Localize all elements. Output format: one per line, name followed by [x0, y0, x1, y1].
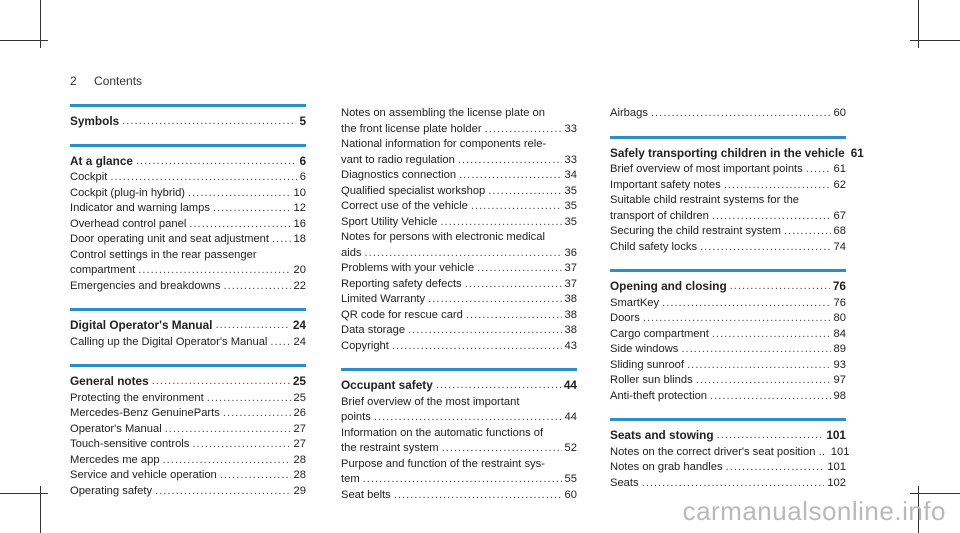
leader-dots: [466, 308, 562, 324]
entry-label: SmartKey: [610, 296, 660, 309]
toc-entry[interactable]: [341, 488, 577, 504]
section-title: Occupant safety: [341, 378, 433, 392]
leader-dots: [213, 201, 291, 217]
entry-label: Problems with your vehicle: [341, 262, 475, 274]
leader-dots: [408, 323, 561, 339]
entry-page: 93: [833, 358, 846, 371]
entry-page: 55: [564, 473, 577, 485]
section-title: General notes: [70, 374, 149, 388]
entry-page: 37: [564, 277, 577, 290]
entry-label: Calling up the Digital Operator's Manual: [70, 335, 268, 348]
leader-dots: [717, 428, 824, 444]
entry-page: 33: [564, 122, 577, 135]
entry-page: 37: [564, 262, 577, 274]
entry-label: Control settings in the rear passenger: [70, 248, 257, 261]
leader-dots: [662, 296, 830, 312]
entry-label: Door operating unit and seat adjustment: [70, 233, 270, 245]
entry-page: 80: [833, 312, 846, 324]
leader-dots: [189, 217, 290, 233]
toc-section: [70, 104, 306, 130]
leader-dots: [730, 279, 830, 295]
toc-entry[interactable]: [610, 193, 846, 224]
section-rule: [70, 104, 306, 107]
leader-dots: [163, 453, 291, 469]
leader-dots: [394, 488, 562, 504]
entry-page: 33: [564, 153, 577, 166]
toc-entry[interactable]: [70, 279, 306, 295]
entry-label: Seat belts: [341, 488, 391, 501]
leader-dots: [215, 318, 289, 334]
entry-page: 18: [293, 233, 306, 245]
toc-entry[interactable]: [341, 339, 577, 355]
leader-dots: [192, 437, 290, 453]
section-heading[interactable]: [341, 378, 577, 394]
leader-dots: [155, 484, 290, 500]
section-page: 44: [563, 378, 577, 392]
leader-dots: [188, 186, 291, 202]
leader-dots: [110, 170, 296, 186]
toc-entry[interactable]: [610, 342, 846, 358]
toc-entry[interactable]: [341, 230, 577, 261]
section-title: Symbols: [70, 114, 120, 128]
leader-dots: [223, 406, 291, 422]
section-heading[interactable]: [610, 279, 846, 295]
leader-dots: [436, 378, 561, 394]
leader-dots: [458, 153, 562, 169]
entry-label: vant to radio regulation: [341, 153, 455, 166]
leader-dots: [122, 114, 296, 130]
entry-page: 16: [293, 217, 306, 230]
crop-mark: [0, 493, 48, 494]
toc-section: [610, 269, 846, 404]
toc-entry[interactable]: [610, 311, 846, 327]
entry-label: Purpose and function of the restraint sys-: [341, 457, 545, 470]
entry-page: 36: [564, 246, 577, 259]
toc-entry[interactable]: [70, 422, 306, 438]
leader-dots: [642, 476, 825, 492]
section-rule: [70, 364, 306, 367]
toc-entry[interactable]: [70, 391, 306, 407]
entry-label: Notes on assembling the license plate on: [341, 107, 545, 119]
entry-page: 6: [299, 171, 306, 183]
section-heading[interactable]: [70, 374, 306, 390]
leader-dots: [428, 292, 561, 308]
leader-dots: [136, 154, 297, 170]
watermark: carmanualsonline.info: [682, 496, 946, 526]
page-number: 2: [70, 74, 77, 88]
toc-entry[interactable]: [70, 453, 306, 469]
entry-page: 89: [833, 343, 846, 355]
entry-label: Brief overview of most important points: [610, 163, 803, 175]
leader-dots: [485, 122, 562, 138]
leader-dots: [712, 327, 831, 343]
toc-entry[interactable]: [341, 323, 577, 339]
toc-entry[interactable]: [70, 232, 306, 248]
leader-dots: [696, 373, 831, 389]
entry-label: Diagnostics connection: [341, 169, 457, 181]
entry-page: 28: [293, 453, 306, 466]
entry-label: Brief overview of the most important: [341, 395, 520, 408]
toc-entry[interactable]: [341, 106, 577, 137]
entry-page: 24: [293, 335, 306, 348]
entry-page: 102: [827, 476, 846, 489]
leader-dots: [220, 468, 291, 484]
section-rule: [610, 269, 846, 272]
toc-entry[interactable]: [341, 199, 577, 215]
leader-dots: [207, 391, 291, 407]
entry-page: 67: [833, 209, 846, 222]
entry-label: Roller sun blinds: [610, 374, 693, 386]
leader-dots: [392, 339, 562, 355]
section-page: 61: [850, 145, 864, 160]
toc-section: [341, 106, 577, 354]
section-title: At a glance: [70, 153, 133, 168]
toc-entry[interactable]: [341, 215, 577, 231]
entry-label: Sport Utility Vehicle: [341, 215, 438, 228]
entry-label: Qualified specialist workshop: [341, 184, 486, 197]
leader-dots: [488, 184, 561, 200]
toc-section: [610, 418, 850, 491]
entry-label: Airbags: [610, 107, 648, 119]
entry-page: 60: [833, 107, 846, 119]
entry-page: 52: [564, 442, 577, 454]
section-rule: [70, 144, 306, 147]
section-page: 25: [292, 374, 306, 388]
entry-page: 27: [293, 422, 306, 435]
leader-dots: [374, 410, 562, 426]
leader-dots: [459, 168, 561, 184]
toc-entry[interactable]: [341, 184, 577, 200]
entry-page: 84: [833, 327, 846, 340]
entry-page: 61: [833, 163, 846, 175]
entry-page: 97: [833, 374, 846, 386]
entry-label: Mercedes-Benz GenuineParts: [70, 407, 220, 419]
leader-dots: [651, 106, 831, 122]
toc-entry[interactable]: [610, 224, 846, 240]
entry-page: 26: [293, 407, 306, 419]
leader-dots: [700, 240, 830, 256]
toc-entry[interactable]: [70, 484, 306, 500]
toc-entry[interactable]: [610, 240, 846, 256]
section-page: 24: [292, 318, 306, 332]
toc-entry[interactable]: [341, 457, 577, 488]
entry-label: Operator's Manual: [70, 422, 162, 435]
toc-entry[interactable]: [70, 217, 306, 233]
entry-label: the restraint system: [341, 442, 439, 454]
toc-column-1: [70, 104, 306, 513]
section-page: 6: [299, 153, 306, 168]
leader-dots: [477, 261, 561, 277]
entry-label: Suitable child restraint systems for the: [610, 194, 800, 206]
section-page: 76: [832, 279, 846, 293]
toc-section: [70, 308, 306, 350]
entry-label: Notes on the correct driver's seat position ..: [610, 445, 825, 458]
leader-dots: [465, 277, 562, 293]
leader-dots: [224, 279, 291, 295]
entry-label: Sliding sunroof: [610, 358, 685, 371]
entry-page: 76: [833, 296, 846, 309]
toc-entry[interactable]: [70, 437, 306, 453]
leader-dots: [365, 246, 562, 262]
toc-entry[interactable]: [610, 358, 846, 374]
entry-page: 34: [564, 169, 577, 181]
entry-label: tem: [341, 473, 360, 485]
page-title: Contents: [94, 74, 143, 88]
leader-dots: [152, 374, 290, 390]
toc-column-3: [610, 106, 864, 505]
section-heading[interactable]: [70, 114, 306, 130]
entry-label: Reporting safety defects: [341, 277, 462, 290]
toc-entry[interactable]: [70, 468, 306, 484]
crop-mark: [910, 493, 960, 494]
crop-mark: [0, 40, 48, 41]
entry-label: Touch-sensitive controls: [70, 438, 190, 450]
leader-dots: [440, 215, 561, 231]
entry-label: Cockpit (plug-in hybrid): [70, 186, 186, 199]
entry-page: 98: [833, 389, 846, 402]
leader-dots: [712, 209, 831, 225]
entry-label: Overhead control panel: [70, 217, 187, 230]
toc-entry[interactable]: [610, 162, 846, 178]
entry-page: 101: [827, 461, 846, 473]
toc-entry[interactable]: [341, 168, 577, 184]
entry-label: Side windows: [610, 343, 679, 355]
entry-label: compartment: [70, 264, 136, 276]
entry-label: Cargo compartment: [610, 327, 709, 340]
entry-label: Securing the child restraint system: [610, 225, 781, 237]
leader-dots: [442, 441, 562, 457]
section-title: Safely transporting children in the vehicle: [610, 145, 845, 160]
toc-section: [70, 144, 306, 295]
entry-page: 22: [293, 279, 306, 292]
entry-label: Information on the automatic functions of: [341, 426, 544, 439]
leader-dots: [272, 232, 291, 248]
entry-label: QR code for rescue card: [341, 308, 463, 321]
toc-entry[interactable]: [70, 335, 306, 351]
toc-entry[interactable]: [610, 373, 846, 389]
entry-page: 62: [833, 178, 846, 191]
entry-page: 12: [293, 202, 306, 214]
section-title: Opening and closing: [610, 279, 727, 293]
toc-entry[interactable]: [610, 476, 846, 492]
entry-page: 38: [564, 293, 577, 305]
toc-entry[interactable]: [70, 201, 306, 217]
toc-entry[interactable]: [610, 106, 846, 122]
toc-entry[interactable]: [610, 327, 846, 343]
entry-page: 35: [564, 200, 577, 212]
leader-dots: [165, 422, 291, 438]
entry-label: Anti-theft protection: [610, 389, 708, 402]
entry-label: Copyright: [341, 339, 389, 352]
section-page: 101: [826, 428, 846, 442]
toc-entry[interactable]: [610, 296, 846, 312]
entry-label: Protecting the environment: [70, 391, 204, 404]
entry-label: Cockpit: [70, 171, 108, 183]
leader-dots: [471, 199, 562, 215]
entry-page: 74: [833, 240, 846, 253]
entry-label: Data storage: [341, 324, 406, 336]
toc-entry[interactable]: [610, 445, 850, 461]
toc-entry[interactable]: [610, 460, 846, 476]
entry-label: Limited Warranty: [341, 293, 426, 305]
section-heading[interactable]: [610, 145, 864, 162]
leader-dots: [270, 335, 290, 351]
entry-label: points: [341, 411, 371, 423]
toc-entry[interactable]: [610, 389, 846, 405]
entry-label: Mercedes me app: [70, 453, 160, 466]
section-title: Seats and stowing: [610, 428, 714, 442]
entry-label: Emergencies and breakdowns: [70, 279, 221, 292]
entry-page: 43: [564, 339, 577, 352]
section-title: Digital Operator's Manual: [70, 318, 213, 332]
entry-page: 38: [564, 324, 577, 336]
entry-page: 44: [564, 411, 577, 423]
leader-dots: [724, 178, 831, 194]
toc-column-2: [341, 106, 577, 517]
section-rule: [610, 418, 846, 421]
entry-label: Notes for persons with electronic medical: [341, 231, 545, 243]
entry-label: Operating safety: [70, 484, 153, 497]
entry-label: the front license plate holder: [341, 122, 482, 135]
toc-section: [610, 106, 846, 122]
leader-dots: [726, 460, 825, 476]
section-page: 5: [299, 114, 306, 128]
entry-label: National information for components rele-: [341, 138, 547, 150]
leader-dots: [710, 389, 831, 405]
entry-page: 38: [564, 308, 577, 321]
entry-page: 10: [293, 186, 306, 199]
entry-label: Indicator and warning lamps: [70, 202, 210, 214]
entry-page: 20: [293, 264, 306, 276]
entry-page: 101: [830, 445, 850, 458]
toc-entry[interactable]: [70, 406, 306, 422]
leader-dots: [363, 472, 562, 488]
entry-label: Doors: [610, 312, 640, 324]
toc-entry[interactable]: [70, 186, 306, 202]
entry-label: Important safety notes: [610, 178, 721, 191]
leader-dots: [681, 342, 830, 358]
entry-page: 27: [293, 438, 306, 450]
toc-entry[interactable]: [610, 178, 846, 194]
page-header: [70, 74, 142, 88]
entry-label: transport of children: [610, 209, 709, 222]
leader-dots: [643, 311, 831, 327]
toc-entry[interactable]: [341, 137, 577, 168]
leader-dots: [806, 162, 831, 178]
section-heading[interactable]: [610, 428, 846, 444]
section-heading[interactable]: [70, 154, 306, 170]
toc-section: [70, 364, 306, 499]
crop-mark: [910, 40, 960, 41]
entry-page: 35: [564, 215, 577, 228]
entry-label: Notes on grab handles: [610, 461, 723, 473]
entry-label: Seats: [610, 476, 639, 489]
toc-entry[interactable]: [341, 308, 577, 324]
entry-label: Child safety locks: [610, 240, 698, 253]
entry-page: 60: [564, 488, 577, 501]
toc-entry[interactable]: [70, 248, 306, 279]
toc-entry[interactable]: [341, 261, 577, 277]
entry-page: 68: [833, 225, 846, 237]
toc-entry[interactable]: [341, 395, 577, 426]
leader-dots: [784, 224, 831, 240]
section-heading[interactable]: [70, 318, 306, 334]
section-rule: [341, 368, 577, 371]
entry-page: 29: [293, 484, 306, 497]
toc-section: [341, 368, 577, 503]
leader-dots: [687, 358, 831, 374]
section-rule: [70, 308, 306, 311]
toc-entry[interactable]: [341, 426, 577, 457]
entry-label: Service and vehicle operation: [70, 469, 217, 481]
entry-label: Correct use of the vehicle: [341, 200, 468, 212]
toc-entry[interactable]: [341, 277, 577, 293]
entry-page: 25: [293, 391, 306, 404]
entry-label: aids: [341, 246, 362, 259]
section-rule: [610, 136, 846, 139]
entry-page: 35: [564, 184, 577, 197]
entry-page: 28: [293, 469, 306, 481]
leader-dots: [138, 263, 290, 279]
toc-entry[interactable]: [70, 170, 306, 186]
toc-section: [610, 136, 864, 256]
toc-entry[interactable]: [341, 292, 577, 308]
